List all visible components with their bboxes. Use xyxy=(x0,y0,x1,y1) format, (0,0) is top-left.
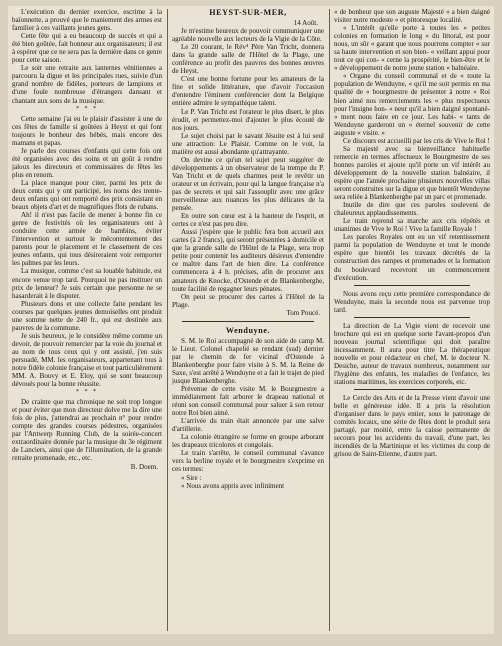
paragraph: Le Cercle des Arts et de la Presse vient d'avoir une belle et généreuse idée. Il a pris la résolution d'organiser dans le pays entier, sous le patronage de comités locaux, une série de fêtes dont le produit sera partagé, par moitié, entre la caisse permanente de secours pour les accidents du travail, d'une part, les incendiés de la Martinique et les victimes du coup de grisou de Saint-Etienne, d'autre part. xyxy=(334,394,490,459)
paragraph: S. M. le Roi accompagné de son aide de camp M. le Lieut. Colonel chapelié se rendant (sud) dernier par le chemin de fer vicinal d'Ostende à Blankenberghe pour faire visite à S. M. la Reine de Saxe, s'est arrêté à Wenduyne et a fait le trajet de pied jusque Blankenberghe. xyxy=(172,336,324,385)
paragraph: La place manque pour citer, parmi les prix de deux cents qui y ont participé, les noms des trente-deux enfants qui ont remporté des prix consistant en beaux objets d'art et de magnifiques flots de rubans. xyxy=(12,178,162,212)
section-stars: * * * xyxy=(76,105,98,112)
paragraph: Je m'estime heureux de pouvoir communiquer une agréable nouvelle aux lecteurs de la Vigie de la Côte. xyxy=(172,27,324,44)
paragraph: On peut se procurer des cartes à l'Hôtel de la Plage. xyxy=(172,292,324,309)
article-date: 14 Août. xyxy=(293,19,318,27)
paragraph: Sa majesté avec sa bienveillance habituelle remercie en termes affectueux le Bourgmestre de ses bonnes paroles et ajoute qu'il porte un vif intérêt au développement de la nouvelle station balnéaire, il espère que l'année prochaine plusieurs nouvelles villas seront construites sur la digue et que bientôt Wenduyne sera reliée à Blankenberghe par un parc et promenade. xyxy=(334,144,490,202)
article-heading: Wenduyne. xyxy=(225,325,271,335)
paragraph: Cette fête qui a eu beaucoup de succès et qui a été bien goûtée, fait honneur aux organisateurs; il est à espérer que ce ne sera pas la dernière dans ce genre pour cette saison. xyxy=(12,32,162,65)
paragraph: Le 20 courant, le Rév⁴ Père Van Tricht, donnera dans la grande salle de l'Hôtel de la Plage, une conférence au profit des pauvres des bonnes œuvres de Heyst. xyxy=(172,43,324,76)
paragraph: Aussi j'espère que le public fera bon accueil aux cartes (à 2 francs), qui seront présentées à domicile et que la grande salle de l'Hôtel de la Plage, sera trop petite pour contenir les auditeurs désireux d'entendre ce maître dans l'art de bien dire. La conférence commencera à 4 h. précises, afin de procurer aux amateurs de Knocke, d'Ostende et de Blankenberghe, toute facilité de regagner leurs pénates. xyxy=(172,228,324,293)
paragraph: Le train s'arrête, le conseil communal s'avance vers la berline royale et le bourgmestre s'exprime en ces termes: xyxy=(172,449,324,474)
paragraph: Ah! il n'est pas facile de mener à bonne fin ce genre de festivités où les organisateurs ont à conduire cette armée de bambins, éviter l'intervention et surtout le mécontentement des parents pour le placement et le classement de ces jeunes enfants, qui tous désireraient voir remporter les palmes par les leurs. xyxy=(12,211,162,268)
paragraph: De crainte que ma chronique ne soit trop longue et pour éviter que mon directeur dolve me la dire une fois de plus, j'attendrai au prochain n° pour rendre compte des grandes courses pédestres, organisées par l'Antwerp Running Club, de la soirée-concert extraordinaire donnée par la musique du 3e régiment de Lanciers, ainsi que de l'illumination, de la grande retraite promenade, etc., etc. xyxy=(12,398,162,463)
separator-rule xyxy=(182,321,314,322)
paragraph: Je suis heureux, je le considère même comme un devoir, de pouvoir remercier par la voie du journal et au nom de tous ceux qui y ont assisté, j'en suis persuadé, MM. les organisateurs, appartenant tous à notre fidèle colonie française et tout particulièrement MM. A. Bouvy et E. Eloy, qui se sont beaucoup dévoués pour la bonne réussite. xyxy=(12,331,162,389)
paragraph: Inutile de dire que ces paroles souleveni de chaleureux applaudissements. xyxy=(334,201,490,218)
quote-line: « Sire : xyxy=(181,473,202,482)
signature: B. Doem. xyxy=(130,462,158,471)
paragraph: Je parle des courses d'enfants qui cette fois ont été organisées avec des soins et un goût à rendre jaloux les directeurs et commissaires de fêtes les plus en renom. xyxy=(12,146,162,179)
newspaper-page xyxy=(8,6,494,634)
quote-paragraph: « L'intérêt qu'elle porte à toutes les « petites colonies en formation le long « du littoral, est pour nous, un sûr « garant que nous pourrons compter « sur sa haute intervention et son bien- « veillant appui pour tout ce qui con- « cerne la prospérité, le bien-être et le « développement de notre jeune station « balnéaire. xyxy=(334,24,490,73)
separator-rule xyxy=(354,389,470,390)
separator-rule xyxy=(354,285,470,286)
paragraph: Le soir une retraite aux lanternes vénitiennes a parcouru la digue et les principales rues, suivie d'un grand nombre de fidèles, porteurs de lampions et d'une foule nombreuse d'étrangers dansant et chantant aux sons de la musique. xyxy=(12,64,162,105)
column-2 xyxy=(172,8,324,632)
paragraph: Plusieurs dons et une collecte faite pendant les courses par quelques jeunes demoiselles ont produit une somme nette de 240 fr., qui est destinée aux pauvres de la commune. xyxy=(12,299,162,332)
paragraph: Les paroles Royales ont eu un vif retentissement parmi la population de Wenduyne et tout le monde espère que bientôt les travaux décrétés de la construction des rampes et promenades et la formation du boulevard recevront un commencement d'exécution. xyxy=(334,233,490,282)
paragraph: La musique, comme c'est sa louable habitude, est encore venue trop tard. Pourquoi ne pas instituer un prix de lenteur? Je suis certain que personne ne se hasarderait à le disputer. xyxy=(12,267,162,300)
signature: Tom Poucé. xyxy=(286,308,320,317)
paragraph: Ce discours est accueilli par les cris de Vive le Roi ! xyxy=(343,136,490,145)
paragraph: Le sujet choisi par le savant Jésuite est à lui seul une attraction: Le Plaisir. Comme on le voit, la matière est aussi abondante qu'attrayante. xyxy=(172,131,324,156)
paragraph: C'est une bonne fortune pour les amateurs de la fine et solide littérature, que d'avoir l'occasion d'entendre l'éminent conférencier dont la Belgique entière admire le sympathique talent. xyxy=(172,75,324,108)
paragraph: La colonie étrangère se forme en groupe arborant les drapeaux tricolores et congolais. xyxy=(172,433,324,450)
paragraph: Nous avons reçu cette première correspondance de Wenduyne, mais la seconde nous est parvenue trop tard. xyxy=(334,289,490,314)
column-1 xyxy=(12,8,162,632)
separator-rule xyxy=(354,317,470,318)
quote-paragraph: « Organe du conseil communal et de « toute la population de Wenduyne, « qu'il me soit permis en ma qualité de « bourgmestre de présenter à notre « Roi bien aimé nos remerciements les « plus respectueux pour l'insigne hon- « neur qu'il a bien daigné spontané- « ment nous faire en ce jour. Les habi- « tants de Wenduyne garderont un « éternel souvenir de cette auguste « visite. » xyxy=(334,72,490,137)
paragraph: La direction de La Vigie vient de recevoir une brochure qui est en quelque sorte l'avant-propos d'un nouveau journal scientifique qui doit paraître incessamment. Il aura pour titre La thérapeutique nouvelle et pour rédacteur en chef, M. le docteur N. Desiche, auteur de travaux nombreux, notamment sur l'hygiène des enfants, les maladies de l'enfance, les stations maritimes, les exercices corporels, etc. xyxy=(334,321,490,387)
quote-paragraph: « de bonheur que son auguste Majesté « a bien daigné visiter notre modeste « et pittoresque localité. xyxy=(334,8,490,25)
paragraph: En outre son cœur est à la hauteur de l'esprit, et certes ce n'est pas peu dire. xyxy=(172,212,324,229)
article-heading: HEYST-SUR-MER, xyxy=(209,8,287,17)
paragraph: Cette semaine j'ai eu le plaisir d'assister à une de ces fêtes de famille si goûtées à Heyst et qui font toujours le bonheur des bébés, mais encore des mamans et papas. xyxy=(12,114,162,147)
column-rule-2 xyxy=(329,9,330,631)
paragraph: Le train reprend sa marche aux cris répétés et unanimes de Vive le Roi ! Vive la famille Royale ! xyxy=(334,217,490,234)
column-rule-1 xyxy=(167,9,168,631)
quote-line: « Nous avons appris avec infiniment xyxy=(181,481,285,490)
section-stars: * * * xyxy=(76,389,98,396)
paragraph: L'exécution du dernier exercice, escrime à la baïonnette, a prouvé que le maniement des armes est familier à ces vaillants jeunes gens. xyxy=(12,8,162,33)
paragraph: Le P. Van Tricht est l'orateur le plus disert, le plus érudit, et permettez-moi d'ajouter le plus écouté de nos jours. xyxy=(172,107,324,132)
column-3 xyxy=(334,8,490,632)
paragraph: On devine ce qu'un tel sujet peut suggérer de développements à un observateur de la trempe du P. Van Tricht et de quels charmes peut le revêtir un orateur et un écrivain, pour qui la langue française n'a pas de secrets et qui sait l'assouplir avec une grâce merveilleuse aux nuances les plus délicates de la pensée. xyxy=(172,155,324,213)
paragraph: Prévenue de cette visite M. le Bourgmestre a immédiatement fait arborer le drapeau national et réuni son conseil communal pour saluer à son retour notre Roi bien aimé. xyxy=(172,385,324,418)
paragraph: L'arrivée du train était annoncée par une salve d'artillerie. xyxy=(172,417,324,434)
